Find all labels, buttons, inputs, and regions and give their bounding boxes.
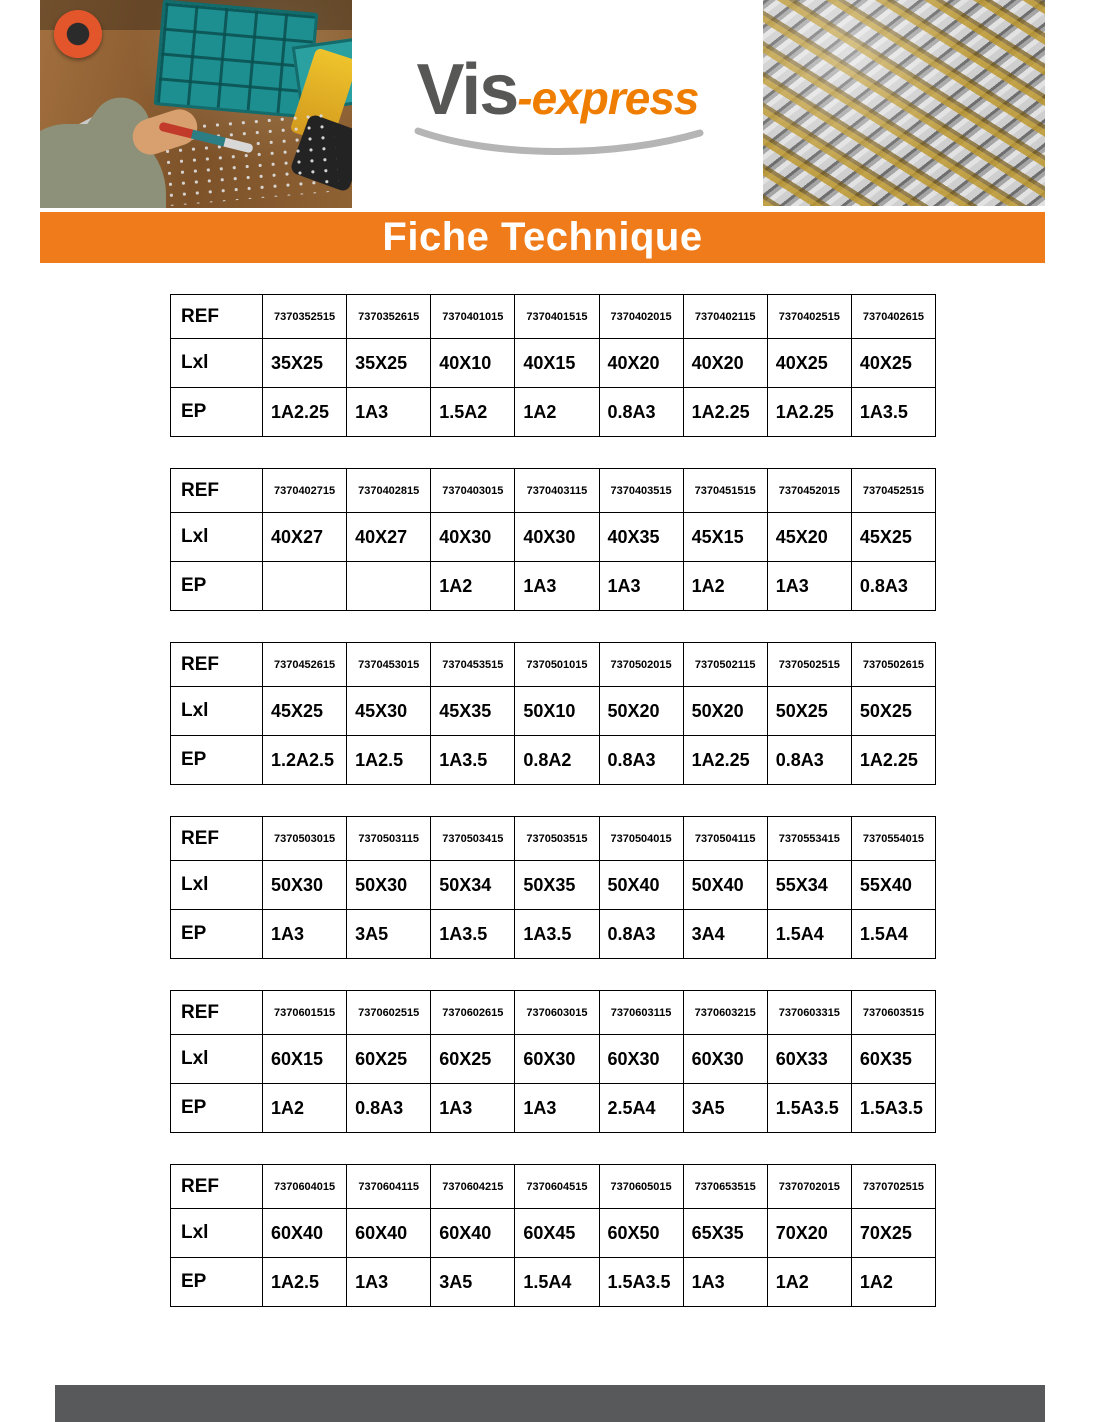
ref-row [171,1165,936,1209]
ep-cell: 0.8A3 [851,562,935,611]
row-label: REF [171,817,263,861]
row-label: REF [171,295,263,339]
ep-cell: 1A2 [767,1258,851,1307]
ref-cell: 7370601515 [263,991,347,1035]
ep-cell: 1A3 [431,1084,515,1133]
ep-cell: 1A3 [263,910,347,959]
workbench-photo [40,0,352,208]
row-label: Lxl [171,513,263,562]
logo-swoosh-icon [408,125,708,159]
ep-cell: 0.8A3 [599,910,683,959]
ep-cell: 1.5A3.5 [599,1258,683,1307]
lxl-row [171,513,936,562]
lxl-cell: 45X25 [263,687,347,736]
row-label: REF [171,469,263,513]
ref-cell: 7370503115 [347,817,431,861]
row-label: EP [171,910,263,959]
ref-cell: 7370504115 [683,817,767,861]
lxl-cell: 60X30 [599,1035,683,1084]
ref-cell: 7370502115 [683,643,767,687]
ref-cell: 7370502015 [599,643,683,687]
ref-cell: 7370702015 [767,1165,851,1209]
lxl-cell: 45X20 [767,513,851,562]
lxl-cell: 45X15 [683,513,767,562]
ep-cell: 1A3 [347,1258,431,1307]
spec-table [170,468,936,611]
screws-pile-photo [763,0,1045,206]
row-label: Lxl [171,861,263,910]
lxl-cell: 50X20 [599,687,683,736]
lxl-cell: 60X25 [347,1035,431,1084]
ref-cell: 7370603515 [851,991,935,1035]
row-label: Lxl [171,339,263,388]
ref-cell: 7370402515 [767,295,851,339]
ep-cell: 1A2.25 [851,736,935,785]
ep-cell: 1.5A3.5 [767,1084,851,1133]
brand-name-primary: Vis [416,50,518,130]
row-label: EP [171,562,263,611]
ep-cell: 1A3.5 [851,388,935,437]
ep-cell: 1A2.5 [263,1258,347,1307]
lxl-cell: 60X15 [263,1035,347,1084]
lxl-cell: 60X25 [431,1035,515,1084]
ref-cell: 7370653515 [683,1165,767,1209]
ep-cell: 1A3.5 [515,910,599,959]
ep-cell: 2.5A4 [599,1084,683,1133]
lxl-cell: 40X25 [767,339,851,388]
ep-cell: 1A3 [515,562,599,611]
lxl-cell: 60X35 [851,1035,935,1084]
ref-cell: 7370402715 [263,469,347,513]
ref-cell: 7370503415 [431,817,515,861]
lxl-cell: 55X40 [851,861,935,910]
ep-cell: 1A3 [347,388,431,437]
ref-cell: 7370504015 [599,817,683,861]
ep-cell: 1A3.5 [431,910,515,959]
lxl-cell: 60X30 [683,1035,767,1084]
ep-cell: 1.2A2.5 [263,736,347,785]
spec-table [170,990,936,1133]
brand-logo [352,0,763,208]
lxl-cell: 40X30 [431,513,515,562]
ref-cell: 7370503515 [515,817,599,861]
row-label: Lxl [171,687,263,736]
ep-cell: 3A5 [347,910,431,959]
lxl-cell: 50X20 [683,687,767,736]
row-label: EP [171,736,263,785]
ref-cell: 7370603315 [767,991,851,1035]
ep-cell: 3A5 [683,1084,767,1133]
ref-cell: 7370702515 [851,1165,935,1209]
lxl-cell: 50X40 [599,861,683,910]
ref-cell: 7370502615 [851,643,935,687]
ref-cell: 7370453015 [347,643,431,687]
page-title: Fiche Technique [382,215,703,259]
ref-cell: 7370452615 [263,643,347,687]
lxl-cell: 60X40 [347,1209,431,1258]
ep-cell: 0.8A3 [599,388,683,437]
ref-cell: 7370554015 [851,817,935,861]
lxl-cell: 40X25 [851,339,935,388]
lxl-row [171,1035,936,1084]
spec-table [170,642,936,785]
lxl-cell: 35X25 [347,339,431,388]
ep-cell: 1A3 [683,1258,767,1307]
lxl-cell: 50X30 [347,861,431,910]
ep-cell: 0.8A3 [767,736,851,785]
ep-cell: 1A2.25 [683,736,767,785]
ref-cell: 7370402115 [683,295,767,339]
lxl-cell: 45X35 [431,687,515,736]
ref-cell: 7370453515 [431,643,515,687]
row-label: REF [171,991,263,1035]
ref-cell: 7370604215 [431,1165,515,1209]
ref-row [171,469,936,513]
ref-cell: 7370401015 [431,295,515,339]
ep-cell: 1A2.25 [683,388,767,437]
ref-cell: 7370553415 [767,817,851,861]
lxl-cell: 50X30 [263,861,347,910]
ref-cell: 7370403115 [515,469,599,513]
ref-cell: 7370603015 [515,991,599,1035]
lxl-cell: 50X25 [851,687,935,736]
lxl-cell: 60X40 [263,1209,347,1258]
lxl-row [171,339,936,388]
lxl-cell: 50X25 [767,687,851,736]
brand-wordmark [416,49,698,131]
lxl-cell: 65X35 [683,1209,767,1258]
row-label: REF [171,643,263,687]
lxl-cell: 35X25 [263,339,347,388]
ep-row [171,1258,936,1307]
ref-cell: 7370402815 [347,469,431,513]
ep-cell: 1.5A4 [851,910,935,959]
ref-cell: 7370451515 [683,469,767,513]
ep-row [171,562,936,611]
lxl-cell: 70X25 [851,1209,935,1258]
ep-row [171,736,936,785]
ref-cell: 7370501015 [515,643,599,687]
lxl-cell: 50X34 [431,861,515,910]
lxl-cell: 40X27 [347,513,431,562]
ref-row [171,295,936,339]
ep-cell: 3A5 [431,1258,515,1307]
ep-cell: 1.5A2 [431,388,515,437]
ref-cell: 7370352515 [263,295,347,339]
lxl-cell: 40X27 [263,513,347,562]
ep-cell: 1A3.5 [431,736,515,785]
row-label: EP [171,388,263,437]
ep-cell: 0.8A2 [515,736,599,785]
ep-cell [347,562,431,611]
ref-cell: 7370604515 [515,1165,599,1209]
ep-cell: 1.5A4 [515,1258,599,1307]
spec-table [170,1164,936,1307]
lxl-cell: 60X30 [515,1035,599,1084]
ref-cell: 7370603215 [683,991,767,1035]
ep-cell: 1A3 [599,562,683,611]
lxl-cell: 70X20 [767,1209,851,1258]
ep-cell: 0.8A3 [599,736,683,785]
lxl-cell: 40X10 [431,339,515,388]
lxl-cell: 40X35 [599,513,683,562]
ref-cell: 7370602515 [347,991,431,1035]
lxl-cell: 60X33 [767,1035,851,1084]
lxl-cell: 60X45 [515,1209,599,1258]
lxl-row [171,1209,936,1258]
ref-cell: 7370603115 [599,991,683,1035]
lxl-cell: 50X10 [515,687,599,736]
tape-measure [54,10,102,58]
ep-cell: 1A2.25 [263,388,347,437]
ep-cell: 3A4 [683,910,767,959]
ref-cell: 7370503015 [263,817,347,861]
ref-cell: 7370452515 [851,469,935,513]
lxl-cell: 60X40 [431,1209,515,1258]
ep-cell: 1.5A3.5 [851,1084,935,1133]
ep-cell: 1A2.5 [347,736,431,785]
lxl-row [171,687,936,736]
ep-cell: 1.5A4 [767,910,851,959]
ref-cell: 7370602615 [431,991,515,1035]
lxl-cell: 45X30 [347,687,431,736]
photo-glint [763,0,1045,206]
ref-cell: 7370402615 [851,295,935,339]
footer-bar [55,1385,1045,1422]
ref-cell: 7370452015 [767,469,851,513]
lxl-cell: 55X34 [767,861,851,910]
ep-cell: 1A2 [515,388,599,437]
ref-cell: 7370502515 [767,643,851,687]
ref-cell: 7370604115 [347,1165,431,1209]
lxl-cell: 60X50 [599,1209,683,1258]
ep-cell: 1A3 [767,562,851,611]
lxl-cell: 45X25 [851,513,935,562]
ref-row [171,991,936,1035]
ep-cell: 1A2 [431,562,515,611]
ep-cell: 1A2.25 [767,388,851,437]
lxl-cell: 50X40 [683,861,767,910]
lxl-cell: 40X30 [515,513,599,562]
ref-cell: 7370402015 [599,295,683,339]
spec-table [170,294,936,437]
row-label: Lxl [171,1209,263,1258]
ep-cell: 1A3 [515,1084,599,1133]
row-label: EP [171,1084,263,1133]
lxl-cell: 50X35 [515,861,599,910]
ep-cell: 1A2 [683,562,767,611]
ep-row [171,1084,936,1133]
lxl-row [171,861,936,910]
tables-region [170,294,936,1338]
ep-cell: 1A2 [263,1084,347,1133]
title-banner [40,212,1045,263]
ep-cell: 0.8A3 [347,1084,431,1133]
row-label: REF [171,1165,263,1209]
ref-cell: 7370605015 [599,1165,683,1209]
ref-cell: 7370352615 [347,295,431,339]
row-label: EP [171,1258,263,1307]
ref-cell: 7370604015 [263,1165,347,1209]
lxl-cell: 40X15 [515,339,599,388]
spec-table [170,816,936,959]
ref-cell: 7370401515 [515,295,599,339]
ep-cell: 1A2 [851,1258,935,1307]
lxl-cell: 40X20 [599,339,683,388]
lxl-cell: 40X20 [683,339,767,388]
ref-row [171,643,936,687]
row-label: Lxl [171,1035,263,1084]
ep-cell [263,562,347,611]
ep-row [171,910,936,959]
ref-cell: 7370403515 [599,469,683,513]
ref-row [171,817,936,861]
ref-cell: 7370403015 [431,469,515,513]
brand-name-suffix: -express [517,72,699,124]
ep-row [171,388,936,437]
